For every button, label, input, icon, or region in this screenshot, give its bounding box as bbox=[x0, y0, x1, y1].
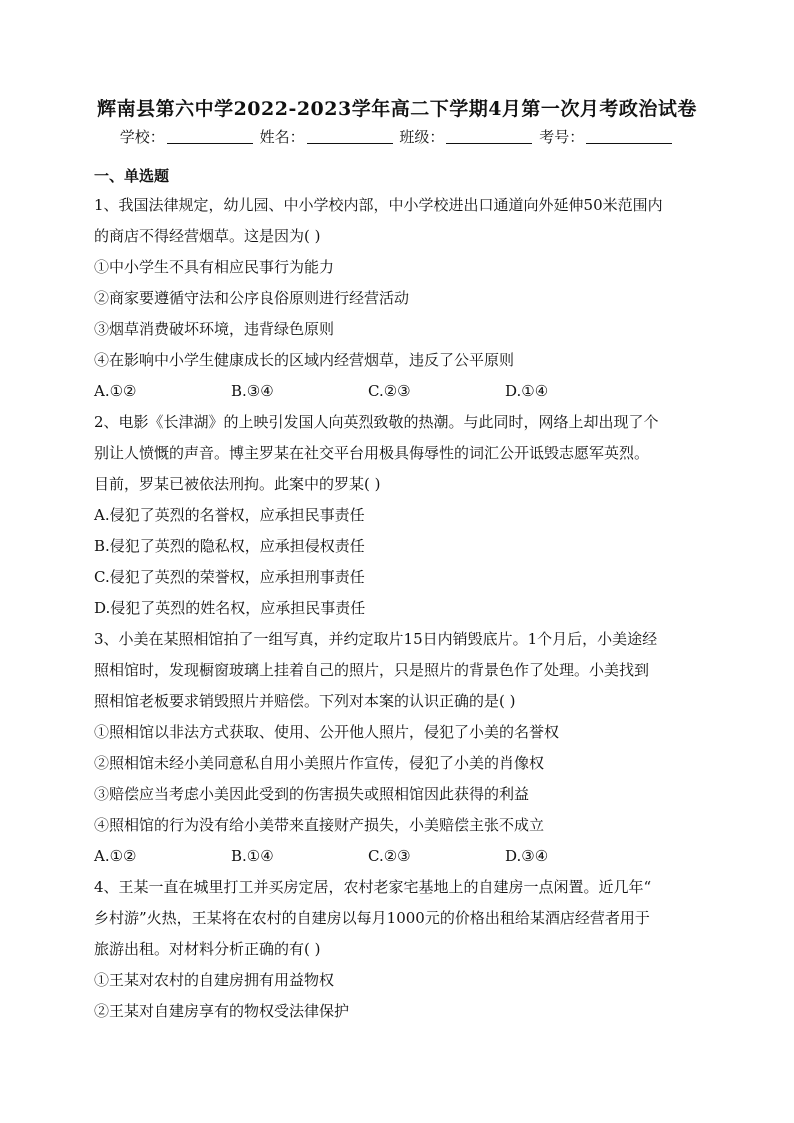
question-4-statement-1: ①王某对农村的自建房拥有用益物权 bbox=[94, 971, 335, 989]
question-3-option-a[interactable]: A.①② bbox=[94, 847, 137, 865]
question-3-stem-line-3: 照相馆老板要求销毁照片并赔偿。下列对本案的认识正确的是( ) bbox=[94, 692, 516, 710]
question-3-statement-4: ④照相馆的行为没有给小美带来直接财产损失，小美赔偿主张不成立 bbox=[94, 816, 545, 834]
question-1-stem-line-2: 的商店不得经营烟草。这是因为( ) bbox=[94, 227, 321, 245]
school-blank[interactable] bbox=[167, 129, 253, 144]
question-4-stem-line-3: 旅游出租。对材料分析正确的有( ) bbox=[94, 940, 321, 958]
question-1-statement-4: ④在影响中小学生健康成长的区域内经营烟草，违反了公平原则 bbox=[94, 351, 515, 369]
question-2-stem-line-1: 2、电影《长津湖》的上映引发国人向英烈致敬的热潮。与此同时，网络上却出现了个 bbox=[94, 413, 659, 431]
question-1 bbox=[94, 190, 704, 407]
exam-number-label: 考号： bbox=[539, 128, 585, 146]
question-2-choice-b[interactable]: B.侵犯了英烈的隐私权，应承担侵权责任 bbox=[94, 537, 365, 555]
question-4-stem-line-2: 乡村游”火热，王某将在农村的自建房以每月1000元的价格出租给某酒店经营者用于 bbox=[94, 909, 650, 927]
question-3-stem-line-2: 照相馆时，发现橱窗玻璃上挂着自己的照片，只是照片的背景色作了处理。小美找到 bbox=[94, 661, 650, 679]
question-1-options bbox=[94, 376, 704, 407]
question-2-choice-c[interactable]: C.侵犯了英烈的荣誉权，应承担刑事责任 bbox=[94, 568, 365, 586]
question-3-option-b[interactable]: B.①④ bbox=[231, 847, 274, 865]
question-1-option-c[interactable]: C.②③ bbox=[368, 382, 411, 400]
question-3-statement-2: ②照相馆未经小美同意私自用小美照片作宣传，侵犯了小美的肖像权 bbox=[94, 754, 545, 772]
exam-number-blank[interactable] bbox=[586, 129, 672, 144]
question-2-stem-line-2: 别让人愤慨的声音。博主罗某在社交平台用极具侮辱性的词汇公开诋毁志愿军英烈。 bbox=[94, 444, 650, 462]
question-2 bbox=[94, 407, 704, 624]
name-label: 姓名： bbox=[259, 128, 305, 146]
question-2-stem-line-3: 目前，罗某已被依法刑拘。此案中的罗某( ) bbox=[94, 475, 381, 493]
question-4-statement-2: ②王某对自建房享有的物权受法律保护 bbox=[94, 1002, 350, 1020]
question-3-statement-3: ③赔偿应当考虑小美因此受到的伤害损失或照相馆因此获得的利益 bbox=[94, 785, 530, 803]
class-label: 班级： bbox=[399, 128, 445, 146]
question-4-stem-line-1: 4、王某一直在城里打工并买房定居，农村老家宅基地上的自建房一点闲置。近几年“ bbox=[94, 878, 652, 896]
question-3-stem-line-1: 3、小美在某照相馆拍了一组写真，并约定取片15日内销毁底片。1个月后，小美途经 bbox=[94, 630, 658, 648]
question-4 bbox=[94, 872, 704, 1027]
question-3-options bbox=[94, 841, 704, 872]
school-label: 学校： bbox=[119, 128, 165, 146]
question-1-stem-line-1: 1、我国法律规定，幼儿园、中小学校内部，中小学校进出口通道向外延伸50米范围内 bbox=[94, 196, 663, 214]
question-list bbox=[94, 162, 704, 1027]
exam-title: 辉南县第六中学2022-2023学年高二下学期4月第一次月考政治试卷 bbox=[97, 98, 697, 120]
question-2-choice-a[interactable]: A.侵犯了英烈的名誉权，应承担民事责任 bbox=[94, 506, 365, 524]
question-3 bbox=[94, 624, 704, 872]
question-1-option-b[interactable]: B.③④ bbox=[231, 382, 274, 400]
question-1-statement-3: ③烟草消费破坏环境，违背绿色原则 bbox=[94, 320, 335, 338]
question-1-statement-1: ①中小学生不具有相应民事行为能力 bbox=[94, 258, 335, 276]
question-1-option-a[interactable]: A.①② bbox=[94, 382, 137, 400]
student-info-line bbox=[0, 126, 794, 147]
question-3-statement-1: ①照相馆以非法方式获取、使用、公开他人照片，侵犯了小美的名誉权 bbox=[94, 723, 560, 741]
question-2-choice-d[interactable]: D.侵犯了英烈的姓名权，应承担民事责任 bbox=[94, 599, 366, 617]
question-3-option-d[interactable]: D.③④ bbox=[505, 847, 549, 865]
question-1-option-d[interactable]: D.①④ bbox=[505, 382, 549, 400]
section-title: 一、单选题 bbox=[94, 167, 170, 185]
question-1-statement-2: ②商家要遵循守法和公序良俗原则进行经营活动 bbox=[94, 289, 410, 307]
question-3-option-c[interactable]: C.②③ bbox=[368, 847, 411, 865]
class-blank[interactable] bbox=[446, 129, 532, 144]
name-blank[interactable] bbox=[307, 129, 393, 144]
